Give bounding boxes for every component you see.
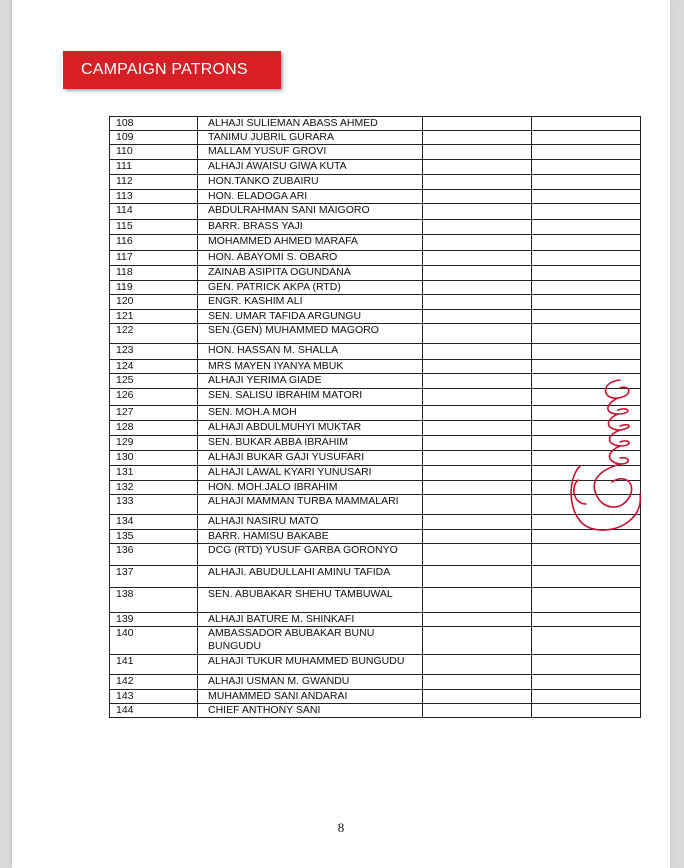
empty-cell [532, 655, 641, 675]
patron-name: ALHAJI USMAN M. GWANDU [198, 675, 423, 690]
empty-cell [423, 204, 532, 220]
empty-cell [532, 675, 641, 690]
table-row [110, 160, 641, 175]
row-number: 127 [110, 406, 198, 421]
row-number: 143 [110, 690, 198, 704]
row-number: 137 [110, 566, 198, 588]
row-number: 113 [110, 190, 198, 204]
patron-name: SEN. MOH.A MOH [198, 406, 423, 421]
empty-cell [423, 466, 532, 481]
empty-cell [532, 235, 641, 251]
empty-cell [532, 613, 641, 627]
empty-cell [532, 131, 641, 145]
empty-cell [423, 515, 532, 530]
empty-cell [423, 175, 532, 190]
empty-cell [423, 704, 532, 718]
patron-name: MUHAMMED SANI ANDARAI [198, 690, 423, 704]
empty-cell [423, 266, 532, 281]
row-number: 122 [110, 324, 198, 344]
row-number: 111 [110, 160, 198, 175]
patron-name: MALLAM YUSUF GROVI [198, 145, 423, 160]
empty-cell [423, 481, 532, 495]
row-number: 117 [110, 251, 198, 266]
patron-name: ALHAJI ABDULMUHYI MUKTAR [198, 421, 423, 436]
empty-cell [532, 344, 641, 360]
row-number: 138 [110, 588, 198, 613]
empty-cell [423, 530, 532, 544]
row-number: 123 [110, 344, 198, 360]
patron-name: HON. MOH.JALO IBRAHIM [198, 481, 423, 495]
empty-cell [532, 266, 641, 281]
row-number: 112 [110, 175, 198, 190]
row-number: 116 [110, 235, 198, 251]
table-row [110, 295, 641, 310]
empty-cell [423, 145, 532, 160]
table-row [110, 675, 641, 690]
empty-cell [532, 175, 641, 190]
patron-name: MOHAMMED AHMED MARAFA [198, 235, 423, 251]
empty-cell [532, 627, 641, 655]
empty-cell [532, 324, 641, 344]
empty-cell [532, 190, 641, 204]
patron-name: HON. HASSAN M. SHALLA [198, 344, 423, 360]
patron-name: CHIEF ANTHONY SANI [198, 704, 423, 718]
table-row [110, 324, 641, 344]
empty-cell [532, 295, 641, 310]
empty-cell [423, 344, 532, 360]
patron-name: HON. ELADOGA ARI [198, 190, 423, 204]
empty-cell [423, 220, 532, 235]
empty-cell [423, 675, 532, 690]
row-number: 114 [110, 204, 198, 220]
table-row [110, 235, 641, 251]
table-row [110, 344, 641, 360]
patron-name: ALHAJI MAMMAN TURBA MAMMALARI [198, 495, 423, 515]
empty-cell [423, 131, 532, 145]
patron-name: ALHAJI SULIEMAN ABASS AHMED [198, 117, 423, 131]
table-row [110, 145, 641, 160]
table-row [110, 131, 641, 145]
table-row [110, 566, 641, 588]
patron-name: DCG (RTD) YUSUF GARBA GORONYO [198, 544, 423, 566]
row-number: 139 [110, 613, 198, 627]
empty-cell [532, 160, 641, 175]
patron-name: ALHAJI BATURE M. SHINKAFI [198, 613, 423, 627]
page-number: 8 [337, 820, 345, 835]
row-number: 119 [110, 281, 198, 295]
patron-name: ALHAJI BUKAR GAJI YUSUFARI [198, 451, 423, 466]
empty-cell [532, 544, 641, 566]
empty-cell [532, 704, 641, 718]
document-page [12, 0, 670, 868]
table-row [110, 704, 641, 718]
patron-name: BARR. BRASS YAJI [198, 220, 423, 235]
row-number: 136 [110, 544, 198, 566]
empty-cell [423, 613, 532, 627]
patron-name: AMBASSADOR ABUBAKAR BUNU BUNGUDU [198, 627, 423, 655]
row-number: 142 [110, 675, 198, 690]
row-number: 130 [110, 451, 198, 466]
empty-cell [423, 117, 532, 131]
patron-name: HON.TANKO ZUBAIRU [198, 175, 423, 190]
table-row [110, 588, 641, 613]
table-row [110, 655, 641, 675]
empty-cell [532, 145, 641, 160]
patron-name: ALHAJI LAWAL KYARI YUNUSARI [198, 466, 423, 481]
table-row [110, 220, 641, 235]
table-row [110, 613, 641, 627]
patron-name: ALHAJI. ABUDULLAHI AMINU TAFIDA [198, 566, 423, 588]
patron-name: ALHAJI TUKUR MUHAMMED BUNGUDU [198, 655, 423, 675]
row-number: 121 [110, 310, 198, 324]
row-number: 108 [110, 117, 198, 131]
empty-cell [423, 436, 532, 451]
empty-cell [423, 588, 532, 613]
empty-cell [532, 566, 641, 588]
empty-cell [423, 190, 532, 204]
patron-name: HON. ABAYOMI S. OBARO [198, 251, 423, 266]
row-number: 125 [110, 374, 198, 389]
empty-cell [423, 360, 532, 374]
patron-name: ALHAJI AWAISU GIWA KUTA [198, 160, 423, 175]
empty-cell [423, 235, 532, 251]
patron-name: ALHAJI YERIMA GIADE [198, 374, 423, 389]
empty-cell [532, 588, 641, 613]
table-row [110, 117, 641, 131]
row-number: 126 [110, 389, 198, 406]
empty-cell [423, 324, 532, 344]
empty-cell [532, 251, 641, 266]
table-row [110, 204, 641, 220]
empty-cell [423, 251, 532, 266]
patron-name: TANIMU JUBRIL GURARA [198, 131, 423, 145]
row-number: 131 [110, 466, 198, 481]
empty-cell [423, 451, 532, 466]
row-number: 144 [110, 704, 198, 718]
patron-name: BARR. HAMISU BAKABE [198, 530, 423, 544]
patron-name: MRS MAYEN IYANYA MBUK [198, 360, 423, 374]
empty-cell [532, 690, 641, 704]
empty-cell [423, 281, 532, 295]
patron-name: ALHAJI NASIRU MATO [198, 515, 423, 530]
patron-name: GEN. PATRICK AKPA (RTD) [198, 281, 423, 295]
row-number: 129 [110, 436, 198, 451]
empty-cell [423, 627, 532, 655]
table-row [110, 627, 641, 655]
row-number: 132 [110, 481, 198, 495]
row-number: 128 [110, 421, 198, 436]
empty-cell [423, 389, 532, 406]
table-row [110, 310, 641, 324]
row-number: 109 [110, 131, 198, 145]
table-row [110, 175, 641, 190]
empty-cell [423, 544, 532, 566]
patron-name: SEN.(GEN) MUHAMMED MAGORO [198, 324, 423, 344]
empty-cell [423, 655, 532, 675]
empty-cell [423, 310, 532, 324]
row-number: 120 [110, 295, 198, 310]
campaign-patrons-banner [63, 51, 281, 89]
row-number: 115 [110, 220, 198, 235]
empty-cell [423, 566, 532, 588]
empty-cell [423, 495, 532, 515]
empty-cell [532, 117, 641, 131]
table-row [110, 266, 641, 281]
row-number: 133 [110, 495, 198, 515]
empty-cell [532, 204, 641, 220]
table-row [110, 281, 641, 295]
table-row [110, 251, 641, 266]
empty-cell [423, 295, 532, 310]
banner-title: CAMPAIGN PATRONS [81, 61, 248, 78]
row-number: 124 [110, 360, 198, 374]
empty-cell [532, 281, 641, 295]
row-number: 135 [110, 530, 198, 544]
handwritten-signature-icon [560, 370, 650, 540]
empty-cell [423, 374, 532, 389]
empty-cell [532, 220, 641, 235]
empty-cell [423, 406, 532, 421]
patron-name: SEN. ABUBAKAR SHEHU TAMBUWAL [198, 588, 423, 613]
row-number: 110 [110, 145, 198, 160]
row-number: 118 [110, 266, 198, 281]
row-number: 134 [110, 515, 198, 530]
empty-cell [423, 690, 532, 704]
patron-name: ZAINAB ASIPITA OGUNDANA [198, 266, 423, 281]
table-row [110, 690, 641, 704]
row-number: 141 [110, 655, 198, 675]
empty-cell [423, 421, 532, 436]
empty-cell [532, 310, 641, 324]
patron-name: SEN. SALISU IBRAHIM MATORI [198, 389, 423, 406]
patron-name: ENGR. KASHIM ALI [198, 295, 423, 310]
table-row [110, 544, 641, 566]
patron-name: ABDULRAHMAN SANI MAIGORO [198, 204, 423, 220]
empty-cell [423, 160, 532, 175]
table-row [110, 190, 641, 204]
patron-name: SEN. UMAR TAFIDA ARGUNGU [198, 310, 423, 324]
row-number: 140 [110, 627, 198, 655]
patron-name: SEN. BUKAR ABBA IBRAHIM [198, 436, 423, 451]
